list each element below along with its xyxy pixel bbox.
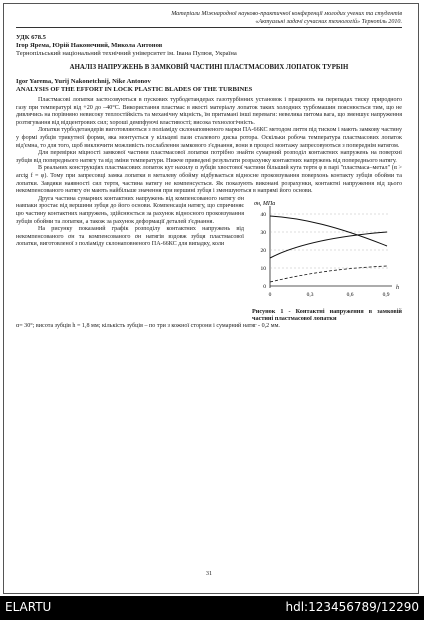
header-rule [16,27,402,28]
ytick-label: 30 [260,229,266,236]
xtick-label: 0 [268,291,272,298]
page-number: 31 [205,570,213,577]
ytick-label: 20 [260,247,266,254]
paragraph: Пластмасові лопатки застосовуються в пускових турбодетандерах газотурбінних установок і працюють на перепадах тиску природного газу при температурі від +20 до –40°С. Використання пластмас в якості матеріалу лопаток таких холодних турбомашин пояснюється тим, що не дивлячись на порівняно невисоку теплостійкість та механічну міцність, їм притамані інші переваги: невелика питома вага, що зменшує напруження розтягування від відцентрових сил; хороші демпфуючі властивості; висока технологічність. [16,97,402,126]
ytick-label: 10 [260,265,266,272]
conference-header [16,10,402,26]
paragraph: В реальних конструкціях пластмасових лопаток кут нахилу α зубців хвостової частини більший кута тертя φ в парі "пластмаса–метал" (α > arctg f = φ). Тому при запресовці замка лопатки в металеву обойму відбувається відносне проковзування поверхонь контакту зубців обойми та лопатки. Завдяки наявності сил тертя, частина натягу не компенсується. Як показують виконані розрахунки, контактні напруження від цього некомпенсованого натягу σн мають найбільше значення при вершині зубця і зменшуються в напрямі його основи. [16,165,402,195]
xtick-label: 0,6 [346,291,354,298]
article-body [16,97,402,330]
sum-stress-curve [270,266,387,282]
figure-1 [252,196,402,323]
compensated-stress-curve [270,232,387,258]
paragraph: На рисунку показаний графік розподілу контактних напружень від некомпенсованого σн та компенсованого σн натягів вздовж зубця пластмасової лопатки, виготовленої з поліаміду склонаповненого ПА-66КС для випадку, коли [16,226,244,248]
footer-repository-label: ELARTU [5,600,52,614]
graph-xlabel: h [396,284,399,291]
authors-en: Igor Yarema, Yurij Nakonetchnij, Nike Antonov [16,78,151,85]
footer-bar [0,596,424,620]
udk-code: УДК 678.5 [16,34,46,41]
header-line-1: Матеріали Міжнародної науково-практичної конференції молодих учених та студентів [171,11,402,17]
paper-page [16,10,402,586]
uncompensated-stress-curve [270,216,387,246]
xtick-label: 0,9 [382,291,390,298]
ytick-label: 40 [260,211,266,218]
title-ua: АНАЛІЗ НАПРУЖЕНЬ В ЗАМКОВІЙ ЧАСТИНІ ПЛАСТМАСОВИХ ЛОПАТОК ТУРБІН [69,64,349,71]
header-line-2: «Актуальні задачі сучасних технологій» Тернопіль 2010. [255,19,402,25]
xtick-label: 0,3 [306,291,314,298]
paragraph: Для перевірки міцності замкової частини пластмасової лопатки потрібно знайти сумарний розподіл контактних напружень на поверхні зубців від попереднього натягу та від зміни температури. Нижче приведені результати розрахунку контактних напружень від попереднього натягу. [16,150,402,164]
paragraph: Лопатки турбодетандерів виготовляються з поліаміду склонаповненого марки ПА-66КС методом лиття під тиском і мають замкову частину у формі зубців трикутної форми, яка монтується у кільцеві пази сталевого диска ротора. Оскільки робоча температура пластмасових лопаток від'ємна, то для того, щоб виключити можливість послаблення замкового з'єднання, вони в процесі монтажу запресовуються з попереднім натягом. [16,127,402,149]
footer-handle[interactable]: hdl:123456789/12290 [285,600,419,614]
authors-ua: Ігор Ярема, Юрій Наконечний, Микола Антонов [16,42,163,49]
ytick-label: 0 [263,283,266,290]
paragraph: Друга частина сумарних контактних напружень від компенсованого натягу σн навпаки зростає від вершини зубця до його основи. Компенсація натягу, що спричиняє цю частину контактних напружень, здійснюється за рахунок відносного проковзування зубців обойми та лопатки, а також за рахунок деформації деталей з'єднання. [16,195,244,225]
figure-caption: Рисунок 1 - Контактні напруження в замковій частині пластмасової лопатки [252,307,402,323]
graph-ylabel: σн, МПа [254,200,276,207]
title-en: ANALYSIS OF THE EFFORT IN LOCK PLASTIC BLADES OF THE TURBINES [16,85,253,93]
text-figure-block [16,196,402,323]
stress-graph [252,196,402,306]
paragraph: α= 30°; висота зубців h = 1,8 мм; кількість зубців – по три з кожної сторони і сумарний натяг - 0,2 мм. [16,322,280,329]
affiliation: Тернопільський національний технічний університет ім. Івана Пулюя, Україна [16,50,237,57]
text-column [16,196,244,323]
